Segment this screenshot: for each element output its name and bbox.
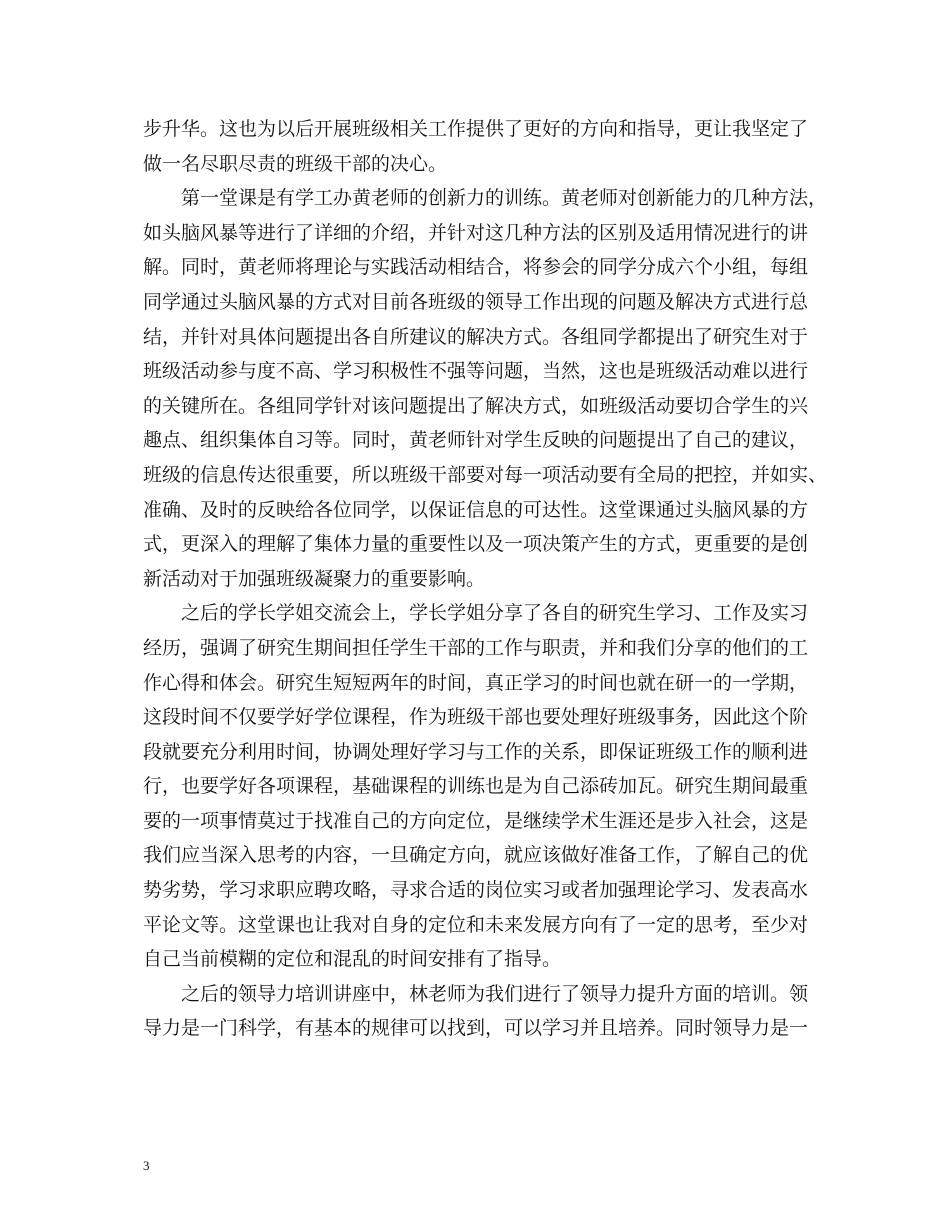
text-line: 平论文等。这堂课也让我对自身的定位和未来发展方向有了一定的思考，至少对 [143, 913, 809, 936]
text-line: 新活动对于加强班级凝聚力的重要影响。 [143, 567, 486, 590]
text-line: 要的一项事情莫过于找准自己的方向定位，是继续学术生涯还是步入社会，这是 [143, 809, 809, 832]
text-line: 段就要充分利用时间，协调处理好学习与工作的关系，即保证班级工作的顺利进 [143, 740, 809, 763]
text-line: 之后的领导力培训讲座中，林老师为我们进行了领导力提升方面的培训。领 [143, 982, 809, 1005]
text-line: 作心得和体会。研究生短短两年的时间，真正学习的时间也就在研一的一学期， [143, 671, 809, 694]
text-line: 准确、及时的反映给各位同学，以保证信息的可达性。这堂课通过头脑风暴的方 [143, 498, 809, 521]
body-text [143, 112, 828, 1046]
text-line: 自己当前模糊的定位和混乱的时间安排有了指导。 [143, 948, 562, 971]
text-line: 步升华。这也为以后开展班级相关工作提供了更好的方向和指导，更让我坚定了 [143, 118, 809, 140]
text-line: 解。同时，黄老师将理论与实践活动相结合，将参会的同学分成六个小组，每组 [143, 256, 809, 279]
text-line: 的关键所在。各组同学针对该问题提出了解决方式，如班级活动要切合学生的兴 [143, 394, 809, 417]
text-line: 结，并针对具体问题提出各自所建议的解决方式。各组同学都提出了研究生对于 [143, 325, 809, 348]
page-number: 3 [143, 1158, 150, 1173]
text-line: 我们应当深入思考的内容，一旦确定方向，就应该做好准备工作，了解自己的优 [143, 844, 809, 867]
text-line: 导力是一门科学，有基本的规律可以找到，可以学习并且培养。同时领导力是一 [143, 1017, 809, 1040]
text-line: 同学通过头脑风暴的方式对目前各班级的领导工作出现的问题及解决方式进行总 [143, 290, 809, 313]
text-line: 班级活动参与度不高、学习积极性不强等问题，当然，这也是班级活动难以进行 [143, 360, 809, 383]
text-line: 势劣势，学习求职应聘攻略，寻求合适的岗位实习或者加强理论学习、发表高水 [143, 879, 809, 902]
text-line: 趣点、组织集体自习等。同时，黄老师针对学生反映的问题提出了自己的建议， [143, 429, 809, 452]
text-line: 如头脑风暴等进行了详细的介绍，并针对这几种方法的区别及适用情况进行的讲 [143, 221, 809, 244]
text-line: 班级的信息传达很重要，所以班级干部要对每一项活动要有全局的把控，并如实、 [143, 463, 828, 486]
text-line: 之后的学长学姐交流会上，学长学姐分享了各自的研究生学习、工作及实习 [143, 602, 809, 625]
text-line: 做一名尽职尽责的班级干部的决心。 [143, 152, 448, 175]
text-line: 第一堂课是有学工办黄老师的创新力的训练。黄老师对创新能力的几种方法， [143, 187, 828, 210]
text-line: 式，更深入的理解了集体力量的重要性以及一项决策产生的方式，更重要的是创 [143, 533, 809, 556]
text-line: 经历，强调了研究生期间担任学生干部的工作与职责，并和我们分享的他们的工 [143, 636, 809, 659]
text-line: 这段时间不仅要学好学位课程，作为班级干部也要处理好班级事务，因此这个阶 [143, 706, 809, 729]
text-line: 行，也要学好各项课程，基础课程的训练也是为自己添砖加瓦。研究生期间最重 [143, 775, 809, 798]
